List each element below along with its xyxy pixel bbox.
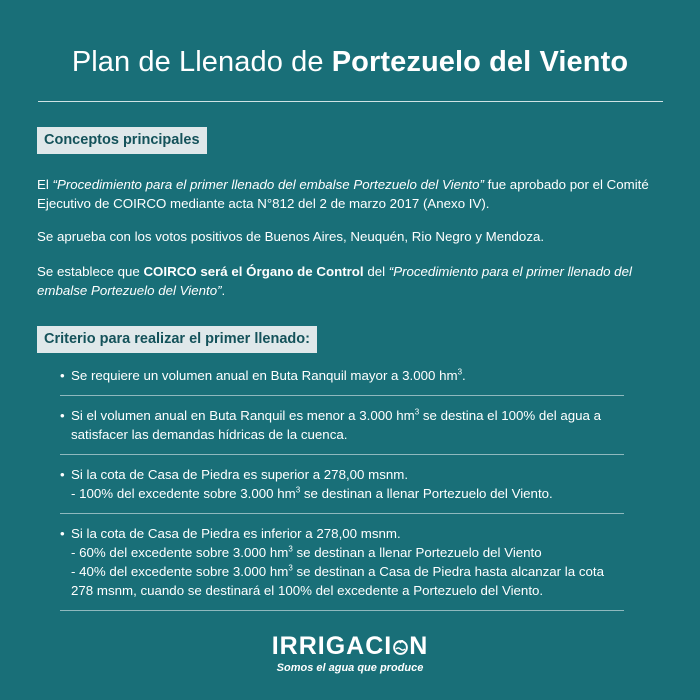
paragraph-organo-control [37,262,667,300]
logo-wordmark [272,632,429,661]
paragraph-procedimiento [37,175,667,213]
list-item [60,406,624,455]
logo-tagline: Somos el agua que produce [276,662,424,674]
superscript: 3 [288,563,293,573]
b4-text-b: - 60% del excedente sobre 3.000 hm [71,545,289,560]
b2-text-b: se destina el 100% del agua a [419,408,602,423]
page-title [0,46,700,79]
criteria-list [60,366,624,611]
bullet-icon: • [60,368,65,383]
b4-text-d: - 40% del excedente sobre 3.000 hm [71,564,289,579]
b2-text-a: Si el volumen anual en Buta Ranquil es menor a 3.000 hm [71,408,415,423]
section-label-criterio: Criterio para realizar el primer llenado: [37,326,317,353]
p1-text-b: fue aprobado por el Comité Ejecutivo de COIRCO mediante acta N°812 del 2 de marzo 2017 (Anexo IV). [37,177,649,211]
list-item-line: 278 msnm, cuando se destinará el 100% del excedente a Portezuelo del Viento. [71,583,544,598]
list-item-line [60,543,624,562]
title-prefix: Plan de Llenado de [71,46,332,78]
list-item-line: Si la cota de Casa de Piedra es superior a 278,00 msnm. [71,467,409,482]
p1-text-a: El [37,177,53,192]
list-item [60,465,624,514]
title-divider [38,101,663,102]
list-item-line: satisfacer las demandas hídricas de la cuenca. [71,427,348,442]
list-item-line [60,562,624,581]
superscript: 3 [295,485,301,495]
p3-text-a: Se establece que [37,264,144,279]
paragraph-votos: Se aprueba con los votos positivos de Buenos Aires, Neuquén, Rio Negro y Mendoza. [37,229,545,244]
p3-bold: COIRCO será el Órgano de Control [143,264,364,279]
section-label-conceptos: Conceptos principales [37,127,207,154]
bullet-icon: • [60,408,65,423]
title-bold: Portezuelo del Viento [331,46,629,78]
list-item-line: Si la cota de Casa de Piedra es inferior a 278,00 msnm. [71,526,401,541]
list-item-line [60,406,624,425]
bullet-icon: • [60,526,65,541]
superscript: 3 [288,544,293,554]
b1-text: Se requiere un volumen anual en Buta Ranquil mayor a 3.000 hm [71,368,458,383]
superscript: 3 [457,367,463,377]
list-item-line [60,484,624,503]
logo-text-b: N [409,632,429,660]
bullet-icon: • [60,467,65,482]
b3-text-c: se destinan a llenar Portezuelo del Viento. [300,486,553,501]
p3-italic: “Procedimiento para el primer llenado del embalse Portezuelo del Viento” [37,264,632,298]
list-item-line [60,366,624,385]
water-drop-icon [393,640,408,655]
p3-text-c: . [221,283,226,298]
p1-italic: “Procedimiento para el primer llenado del embalse Portezuelo del Viento” [52,177,484,192]
list-item [60,366,624,396]
b3-text-b: - 100% del excedente sobre 3.000 hm [71,486,296,501]
superscript: 3 [414,407,420,417]
b1-end: . [462,368,466,383]
irrigacion-logo [0,632,700,674]
b4-text-e: se destinan a Casa de Piedra hasta alcanzar la cota [292,564,604,579]
logo-text-a: IRRIGACI [271,632,393,660]
b4-text-c: se destinan a llenar Portezuelo del Viento [292,545,542,560]
list-item [60,524,624,611]
p3-text-b: del [363,264,389,279]
